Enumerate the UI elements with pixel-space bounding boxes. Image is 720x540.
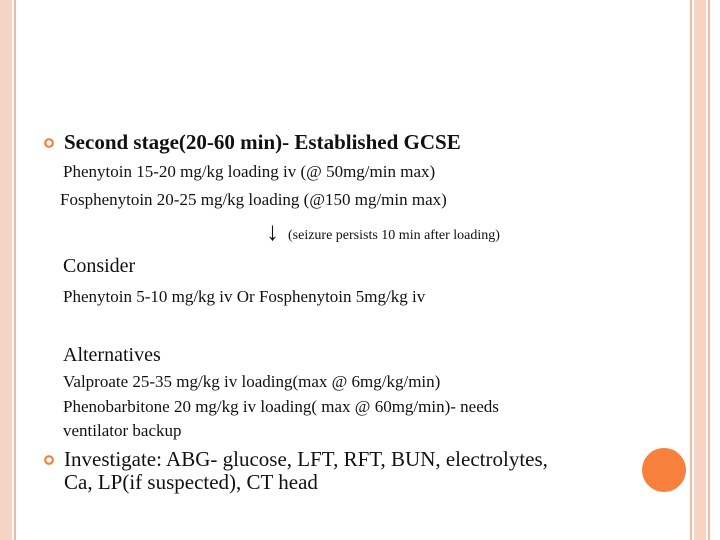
alternative-valproate: Valproate 25-35 mg/kg iv loading(max @ 6mg/kg/min) — [63, 372, 441, 391]
alternatives-label: Alternatives — [63, 344, 161, 366]
section-heading: Second stage(20-60 min)- Established GCSE — [64, 130, 461, 154]
right-border-line-inner — [690, 0, 692, 540]
decorative-circle — [642, 448, 686, 492]
arrow-note: (seizure persists 10 min after loading) — [288, 228, 500, 243]
consider-text: Phenytoin 5-10 mg/kg iv Or Fosphenytoin 5mg/kg iv — [63, 287, 426, 306]
alternative-phenobarbitone-cont: ventilator backup — [63, 421, 182, 440]
bullet-ring-icon — [43, 454, 55, 466]
drug-line-fosphenytoin: Fosphenytoin 20-25 mg/kg loading (@150 mg/min max) — [60, 190, 447, 209]
investigate-line-2: Ca, LP(if suspected), CT head — [64, 470, 318, 494]
consider-label: Consider — [63, 255, 136, 277]
right-border-line-outer — [708, 0, 710, 540]
left-border-line — [14, 0, 16, 540]
investigate-line-1: Investigate: ABG- glucose, LFT, RFT, BUN, electrolytes, — [64, 447, 548, 471]
right-border-bar — [694, 0, 706, 540]
bullet-ring-icon — [43, 137, 55, 149]
left-border-bar — [0, 0, 12, 540]
down-arrow-icon: ↓ — [266, 217, 279, 246]
alternative-phenobarbitone: Phenobarbitone 20 mg/kg iv loading( max @ 60mg/min)- needs — [63, 397, 499, 416]
drug-line-phenytoin: Phenytoin 15-20 mg/kg loading iv (@ 50mg/min max) — [63, 162, 436, 181]
